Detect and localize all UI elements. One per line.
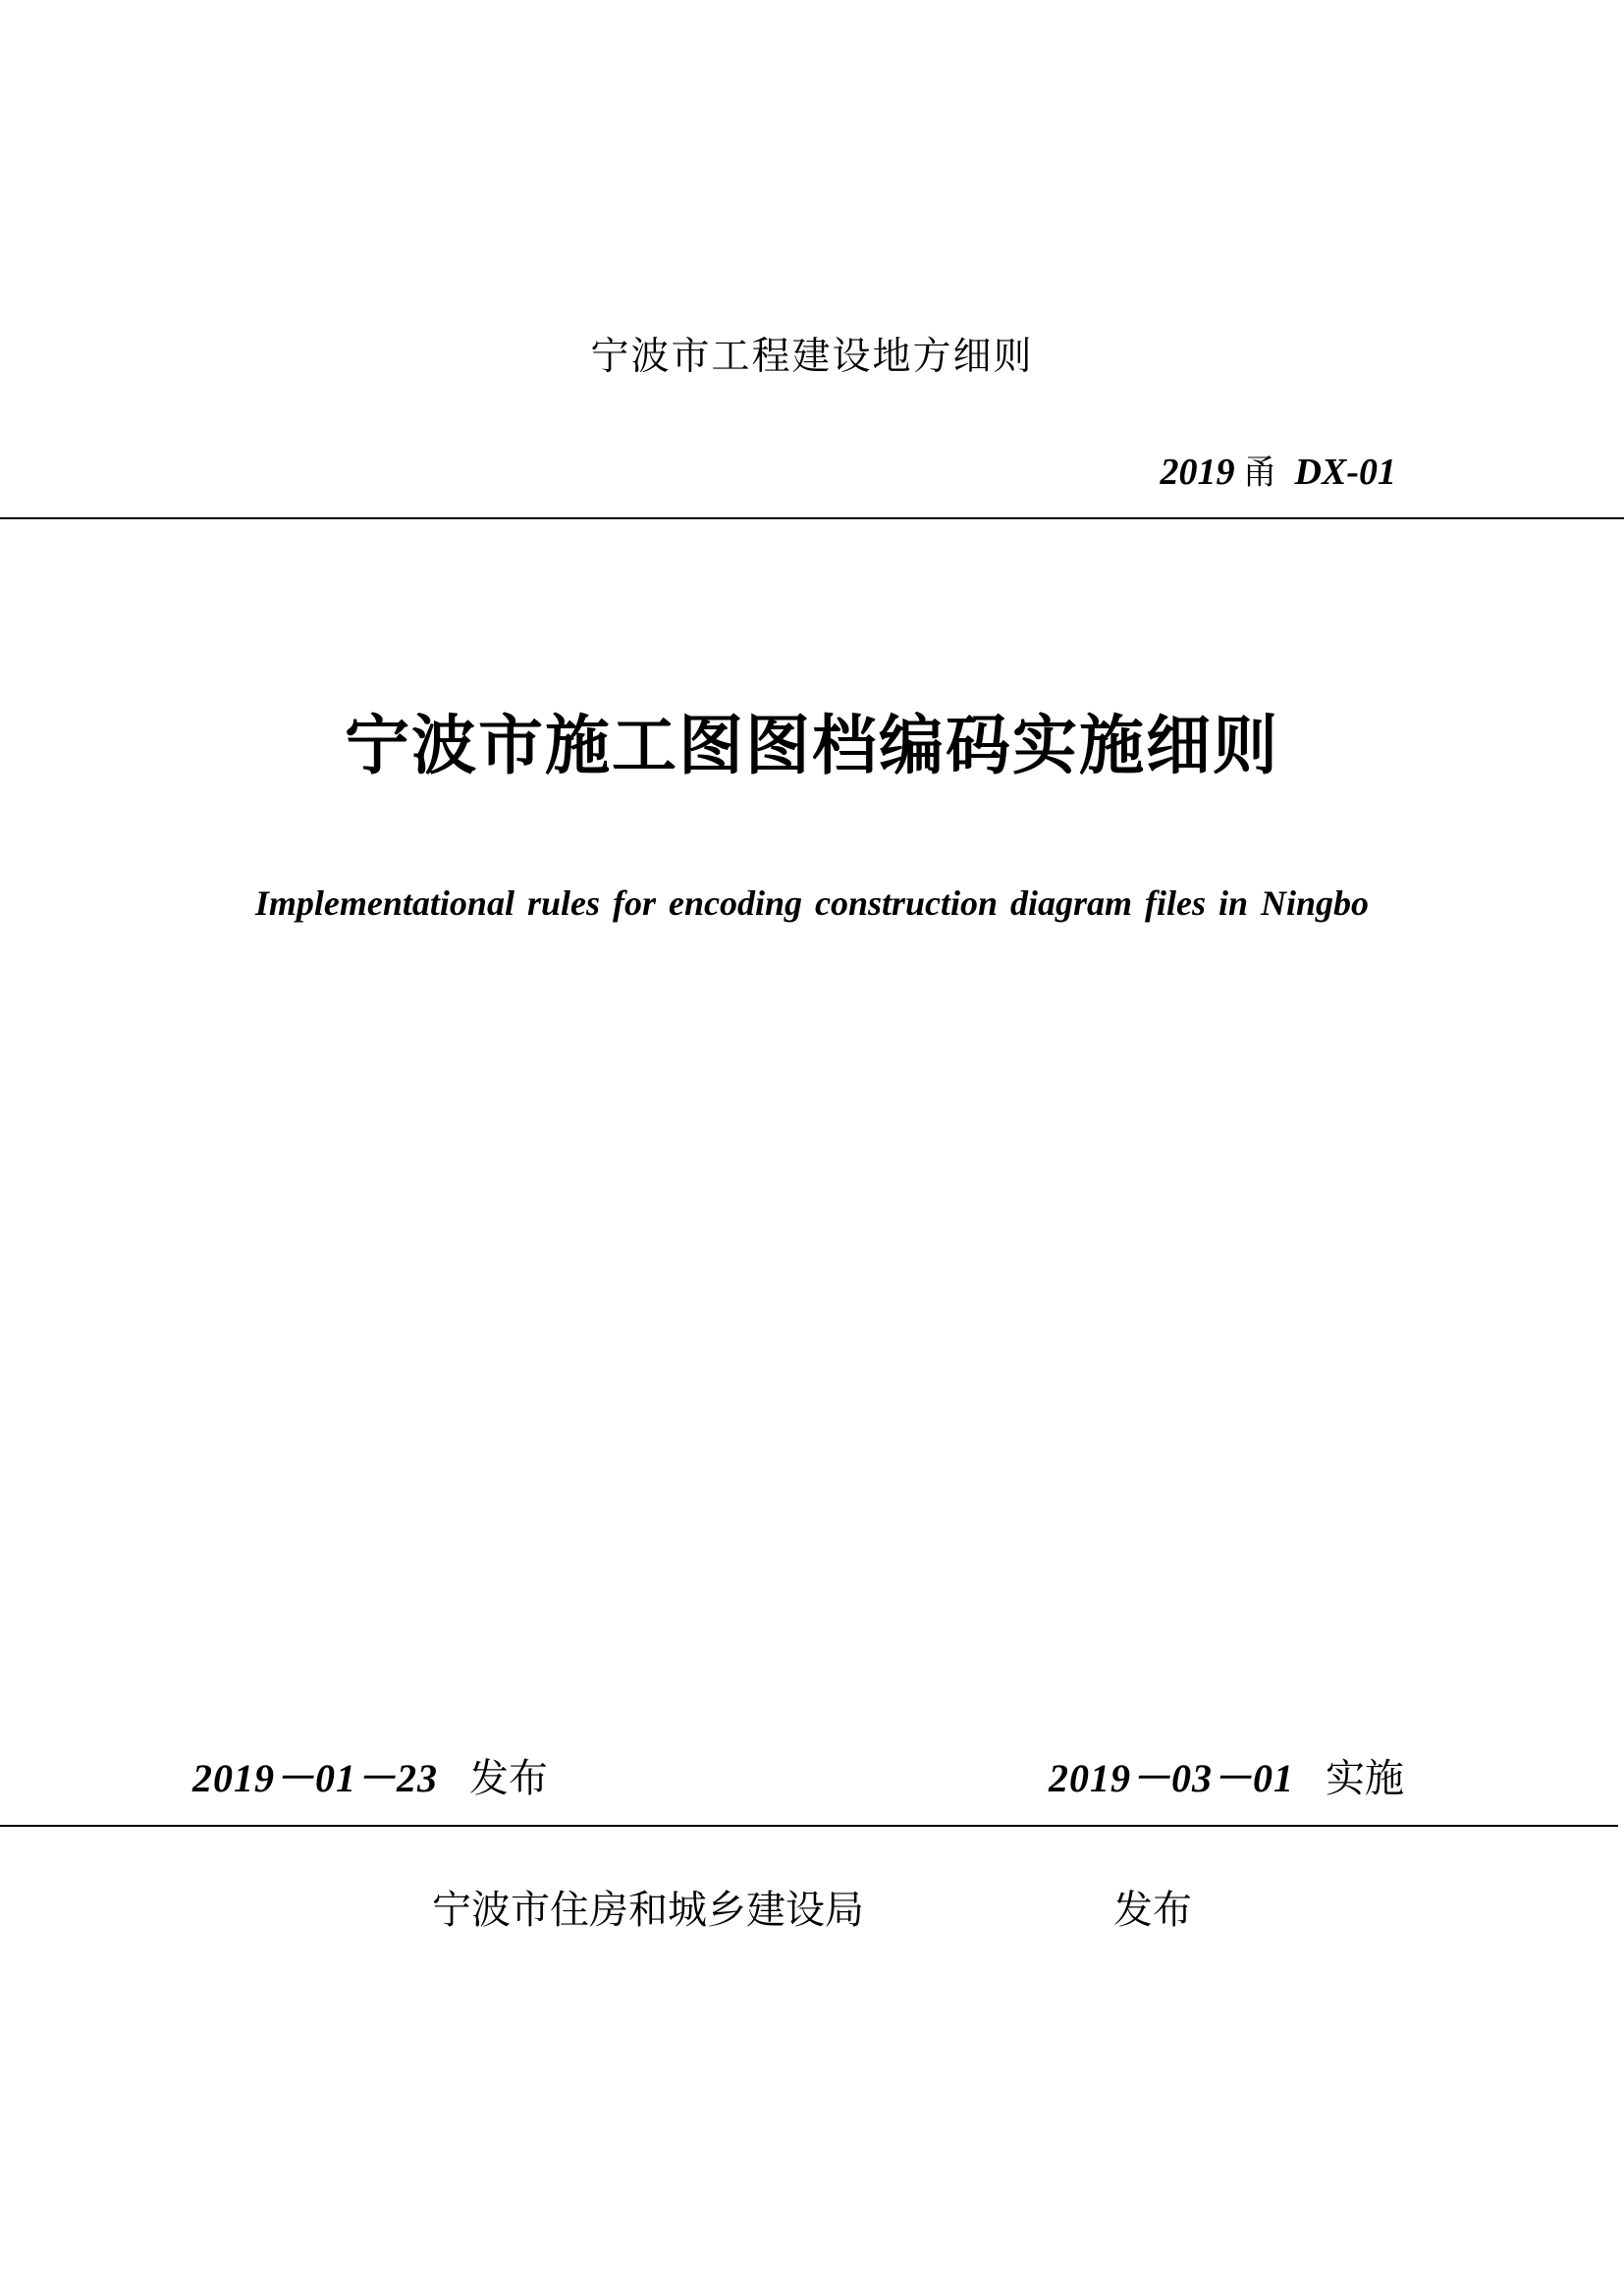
effective-date: 2019－03－01 — [1049, 1756, 1294, 1800]
publish-date-group — [192, 1753, 548, 1804]
bottom-divider — [0, 1825, 1618, 1827]
series-name: 宁波市工程建设地方细则 — [590, 335, 1034, 379]
publish-label: 发布 — [469, 1756, 548, 1801]
document-number-code: DX-01 — [1294, 452, 1396, 493]
document-number-year: 2019 — [1160, 452, 1235, 493]
publisher-action: 发布 — [1113, 1888, 1192, 1933]
effective-label: 实施 — [1326, 1756, 1404, 1801]
document-title: 宁波市施工图图档编码实施细则 — [345, 708, 1279, 783]
publisher-name: 宁波市住房和城乡建设局 — [432, 1888, 864, 1933]
document-number — [1161, 449, 1396, 497]
top-divider — [0, 517, 1624, 519]
document-number-city-char: 甬 — [1242, 454, 1277, 493]
publish-date: 2019－01－23 — [192, 1756, 438, 1800]
english-subtitle: Implementational rules for encoding construction diagram files in Ningbo — [254, 883, 1370, 923]
effective-date-group — [1049, 1753, 1404, 1804]
